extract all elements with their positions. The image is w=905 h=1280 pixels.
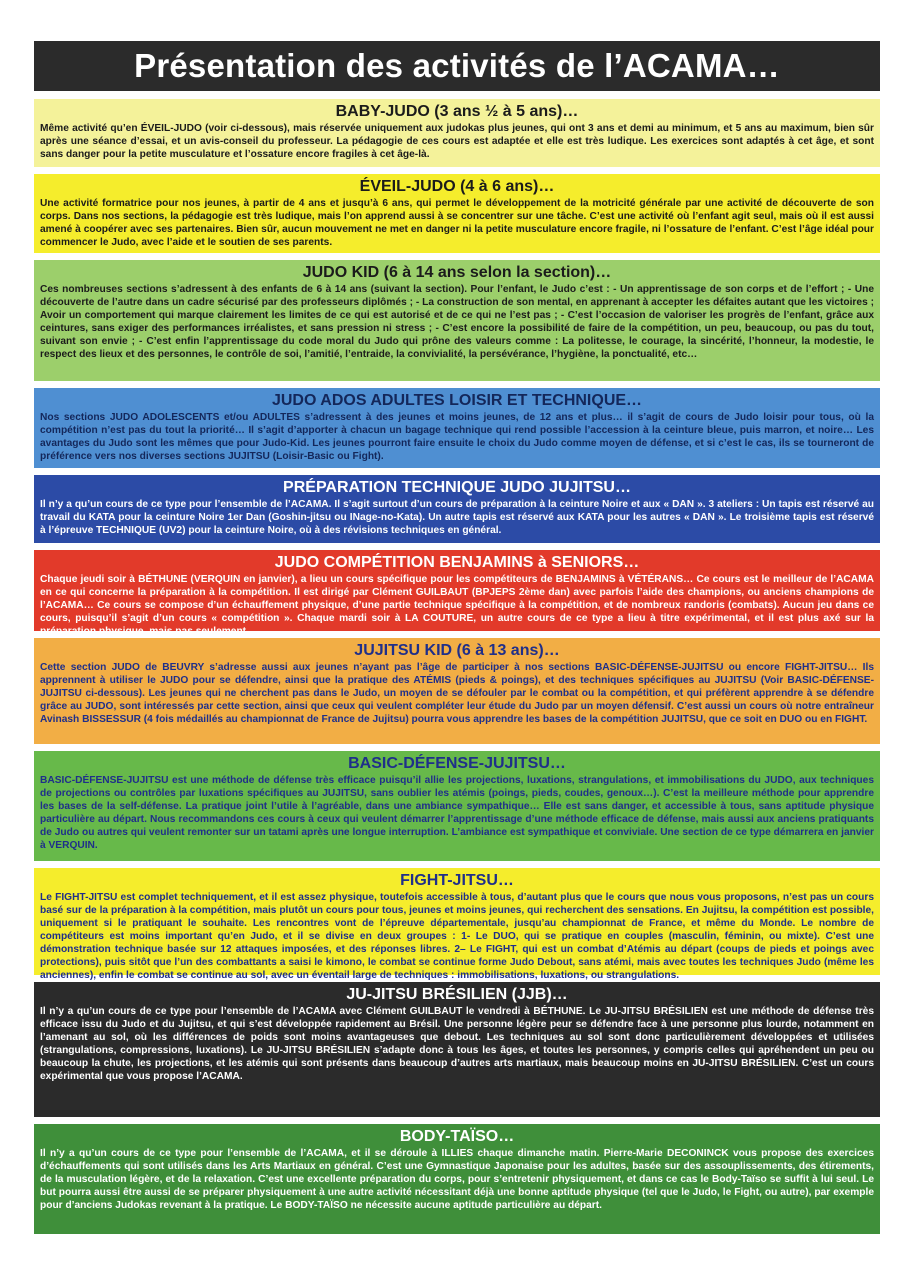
section-title: JUDO COMPÉTITION BENJAMINS à SENIORS… (274, 554, 640, 571)
section-title: ÉVEIL-JUDO (4 à 6 ans)… (359, 178, 555, 195)
section-body: Ces nombreuses sections s’adressent à des enfants de 6 à 14 ans (suivant la section). Pour l’enfant, le Judo c’est : - Un apprentissage de son corps et de l’effort ; - Une découverte de l’autre dans un cadre sécurisé par des professeurs diplômés ; - La construction de son mental, en apprenant à accepter les défaites autant que les victoires ; Avoir un comportement qui marque clairement les limites de ce qui est autorisé et de ce qui ne l’est pas ; - C’est l’occasion de valoriser les progrès de l’enfant, grâce aux ceintures, sans exiger des performances irréalistes, et sans pression ni stress ; - C’est encore la possibilité de faire de la compétition, un peu, beaucoup, ou pas du tout, suivant son envie ; - C’est enfin l’apprentissage du code moral du Judo qui prône des valeurs comme : La politesse, le courage, la sincérité, l’honneur, la modestie, le respect des lieux et des personnes, le contrôle de soi, l’amitié, l’entraide, la convivialité, la persévérance, l’hygiène, la ponctualité, etc… (40, 284, 874, 360)
section-preparation-technique (34, 475, 880, 543)
section-judo-ados-adultes (34, 388, 880, 468)
section-body: Il n’y a qu’un cours de ce type pour l’ensemble de l’ACAMA, et il se déroule à ILLIES chaque dimanche matin. Pierre-Marie DECONINCK vous propose des exercices d’échauffements qui sont utilisés dans les Arts Martiaux en général. C’est une Gymnastique Japonaise pour les adultes, basée sur des assouplissements, des étirements, de la musculation légère, et de la relaxation. C’est une excellente préparation du corps, pour s’entretenir physiquement, et dans ce cas le Body-Taïso se suffit à lui seul. Le but pourra aussi être aussi de se préparer physiquement à une autre activité nécessitant déjà une bonne aptitude physique (tel que le Judo, le Fight, ou autre), par exemple pour d’anciens Judokas revenant à la pratique. Le BODY-TAÏSO ne nécessite aucune aptitude particulière au départ. (40, 1148, 874, 1211)
section-title: JUJITSU KID (6 à 13 ans)… (354, 642, 560, 659)
section-jujitsu-kid (34, 638, 880, 744)
section-body: Chaque jeudi soir à BÉTHUNE (VERQUIN en janvier), a lieu un cours spécifique pour les compétiteurs de BENJAMINS à VÉTÉRANS… Ce cours est le meilleur de l’ACAMA en ce qui concerne la préparation à la compétition. Il est dirigé par Clément GUILBAUT (BPJEPS 2ème dan) avec parfois l’aide des champions, ou anciens champions de l’ACAMA… Ce cours se compose d’un échauffement physique, d’une partie technique spécifique à la compétition, et de nombreux randoris (combats). Aucun jeu dans ce cours, puisqu’il s’agit d’un cours « compétition ». Chaque mardi soir à LA COUTURE, un autre cours de ce type a lieu à titre expérimental, et il est plus axé sur la préparation physique, mais pas seulement… (40, 574, 874, 637)
section-title: JU-JITSU BRÉSILIEN (JJB)… (346, 986, 568, 1003)
section-title: JUDO KID (6 à 14 ans selon la section)… (302, 264, 612, 281)
section-body: Même activité qu’en ÉVEIL-JUDO (voir ci-dessous), mais réservée uniquement aux judokas plus jeunes, qui ont 3 ans et demi au minimum, et 5 ans au maximum, bien sûr après une séance d’essai, et un avis-conseil du professeur. La pédagogie de ces cours est adaptée et elle est très ludique. Les exercices sont adaptés à cet âge, et sont sans danger pour la petite musculature et l’ossature encore fragiles à cet âge-là. (40, 123, 874, 160)
section-body: Il n’y a qu’un cours de ce type pour l’ensemble de l’ACAMA. Il s’agit surtout d’un cours de préparation à la ceinture Noire et aux « DAN ». 3 ateliers : Un tapis est réservé au travail du KATA pour la ceinture Noire 1er Dan (Goshin-jitsu ou INage-no-Kata). Un autre tapis est réservé aux KATA pour les autres « DAN ». Le troisième tapis est réservé à l’épreuve TECHNIQUE (UV2) pour la ceinture Noire, où à des révisions techniques en général. (40, 499, 874, 536)
section-baby-judo (34, 99, 880, 167)
section-title: JUDO ADOS ADULTES LOISIR ET TECHNIQUE… (271, 392, 643, 409)
section-fight-jitsu (34, 868, 880, 981)
section-title: FIGHT-JITSU… (400, 872, 514, 889)
section-judo-kid (34, 260, 880, 381)
section-body: Une activité formatrice pour nos jeunes, à partir de 4 ans et jusqu’à 6 ans, qui permet le développement de la motricité générale par une activité de découverte de son corps. Dans nos sections, la pédagogie est très ludique, mais l’on apprend aussi à se concentrer sur une tâche. C’est une activité où l’enfant agit seul, mais où il est aussi amené à coopérer avec ses partenaires. Bien sûr, aucun mouvement ne met en danger ni la petite musculature encore fragile, ni l’ossature de l’enfant. C’est l’âge idéal pour commencer le Judo, avec l’aide et le soutien de ses parents. (40, 198, 874, 248)
document (34, 41, 880, 1241)
section-body: BASIC-DÉFENSE-JUJITSU est une méthode de défense très efficace puisqu’il allie les projections, luxations, strangulations, et immobilisations du JUDO, aux techniques de projections ou contrôles par luxations spécifiques au JUJITSU, sans oublier les atémis (poings, pieds, coudes, genoux…). C’est la meilleure méthode pour apprendre les bases de la self-défense. La pratique joint l’utile à l’agréable, dans une ambiance sympathique… Elle est sans danger, et accessible à tous, sans aptitude physique particulière au départ. Nous recommandons ces cours à ceux qui veulent démarrer l’apprentissage d’une méthode efficace de défense, mais aussi aux anciens pratiquants de Judo ou autres qui veulent remonter sur un tatami après une longue interruption. L’ambiance est sympathique et conviviale. Une section de ce type démarrera en janvier à VERQUIN. (40, 775, 874, 851)
section-eveil-judo (34, 174, 880, 253)
section-body: Nos sections JUDO ADOLESCENTS et/ou ADULTES s’adressent à des jeunes et moins jeunes, de 12 ans et plus… il s’agit de cours de Judo loisir pour tous, où la compétition n’est pas du tout la priorité… Il s’agit d’apporter à chacun un bagage technique qui rend possible l’accession à la ceinture bleue, puis marron, et noire… Les avantages du Judo sont les mêmes que pour Judo-Kid. Les jeunes pourront faire ensuite le choix du Judo comme moyen de défense, et si c’est le cas, ils se tourneront de préférence vers nos diverses sections JUJITSU (Loisir-Basic ou Fight). (40, 412, 874, 462)
section-title: PRÉPARATION TECHNIQUE JUDO JUJITSU… (283, 479, 631, 496)
section-ju-jitsu-bresilien (34, 982, 880, 1117)
section-body: Le FIGHT-JITSU est complet techniquement, et il est assez physique, toutefois accessible à tous, d’autant plus que le cours que nous vous proposons, n’est pas un cours basé sur de la préparation à la compétition, mais plutôt un cours pour tous, jeunes et moins jeunes, qui recherchent des sensations. En Jujitsu, la compétition est possible, uniquement si le pratiquant le souhaite. Les rencontres vont de l’épreuve départementale, jusqu’au championnat de France, et même du Monde. Le nombre de compétiteurs est moins important qu’en Judo, et il se divise en deux groupes : 1- Le DUO, qui se pratique en couples (masculin, féminin, ou mixte). C’est une démonstration technique basée sur 12 attaques imposées, et des réponses libres. 2– Le FIGHT, qui est un combat d’Atémis au départ (coups de pieds et poings avec protections), puis sitôt que l’un des combattants a saisi le kimono, le combat se continue forme Judo Debout, sans atémi, mais avec toutes les techniques Judo (même les anciennes), enfin le combat se continue au sol, avec un éventail large de techniques : immobilisations, luxations, ou strangulations. (40, 892, 874, 981)
section-judo-competition (34, 550, 880, 637)
page-title: Présentation des activités de l’ACAMA… (34, 41, 880, 91)
section-body-taiso (34, 1124, 880, 1234)
section-body: Cette section JUDO de BEUVRY s’adresse aussi aux jeunes n’ayant pas l’âge de participer à nos sections BASIC-DÉFENSE-JUJITSU ou encore FIGHT-JITSU… Ils apprennent à utiliser le JUDO pour se défendre, ainsi que la pratique des ATÉMIS (pieds & poings), et des techniques spécifiques au JUJITSU (Voir BASIC-DÉFENSE-JUJITSU ci-dessous). Les jeunes qui ne cherchent pas dans le Judo, un moyen de se défouler par le combat ou la compétition, et qui préfèrent apprendre à se défendre grâce au JUDO, sont intéressés par cette section, ainsi que ceux qui veulent compléter leur étude du Judo par un moyen défensif. C’est aussi un cours où notre entraîneur Avinash BISSESSUR (4 fois médaillés au championnat de France de Jujitsu) pourra vous apprendre les bases de la compétition JUJITSU, que ce soit en DUO ou en FIGHT. (40, 662, 874, 725)
section-title: BASIC-DÉFENSE-JUJITSU… (348, 755, 566, 772)
section-title: BODY-TAÏSO… (399, 1128, 515, 1145)
section-basic-defense-jujitsu (34, 751, 880, 861)
section-title: BABY-JUDO (3 ans ½ à 5 ans)… (335, 103, 579, 120)
section-body: Il n’y a qu’un cours de ce type pour l’ensemble de l’ACAMA avec Clément GUILBAUT le vendredi à BÉTHUNE. Le JU-JITSU BRÉSILIEN est une méthode de défense très efficace issu du Judo et du Jujitsu, et qui s’est développée rapidement au Brésil. Une personne légère peur se défendre face à une personne plus lourde, notamment en l’amenant au sol, où les différences de poids sont moins avantageuses que debout. Les techniques au sol sont donc particulièrement développées et utilisées (strangulations, compressions, luxations). Le JU-JITSU BRÉSILIEN s’adapte donc à tous les âges, et toutes les personnes, y compris celles qui apréhendent un peu ou beaucoup la chute, les projections, et les atémis qui sont présents dans beaucoup d’autres arts martiaux, mais beaucoup moins en JU-JITSU BRÉSILIEN. C’est un cours expérimental que vous propose l’ACAMA. (40, 1006, 874, 1082)
